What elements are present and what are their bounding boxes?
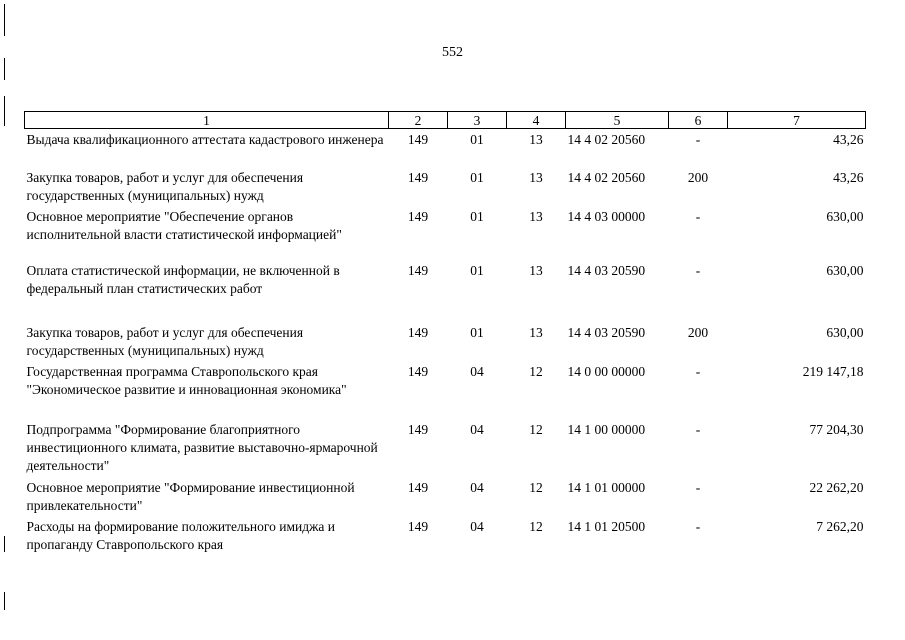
amount: 219 147,18 [802,363,864,379]
subsection-code: 13 [529,169,543,185]
item-name: Расходы на формирование положительного имиджа и пропаганду Ставропольского края [26,518,335,552]
item-name: Закупка товаров, работ и услуг для обеспечения государственных (муниципальных) нужд [26,324,304,358]
expense-type-code: - [695,208,701,224]
amount: 43,26 [833,169,864,185]
expense-type-code: 200 [687,324,709,340]
table-row [25,361,866,419]
ministry-code: 149 [407,363,429,379]
ministry-code: 149 [407,479,429,495]
item-name: Оплата статистической информации, не включенной в федеральный план статистических работ [26,262,340,296]
target-article-code: 14 4 02 20560 [567,169,646,185]
expense-type-code: - [695,363,701,379]
target-article-code: 14 4 03 20590 [567,262,646,278]
subsection-code: 13 [529,208,543,224]
expense-type-code: - [695,479,701,495]
item-name: Подпрограмма "Формирование благоприятного инвестиционного климата, развитие выставочно-ярмарочной деятельности" [26,421,378,473]
column-header: 6 [669,112,728,129]
target-article-code: 14 4 03 20590 [567,324,646,340]
subsection-code: 13 [529,262,543,278]
target-article-code: 14 4 03 00000 [567,208,646,224]
section-code: 01 [470,208,484,224]
table-row [25,129,866,167]
subsection-code: 13 [529,324,543,340]
amount: 7 262,20 [816,518,864,534]
table-row [25,516,866,555]
section-code: 04 [470,479,484,495]
ministry-code: 149 [407,132,429,147]
scan-margin-mark [4,96,5,126]
amount: 77 204,30 [809,421,864,437]
item-name: Основное мероприятие "Формирование инвестиционной привлекательности" [26,479,355,513]
column-header: 3 [448,112,507,129]
item-name: Государственная программа Ставропольского края "Экономическое развитие и инновационная экономика" [26,363,347,397]
target-article-code: 14 1 01 20500 [567,518,646,534]
column-header: 7 [728,112,866,129]
ministry-code: 149 [407,169,429,185]
ministry-code: 149 [407,208,429,224]
section-code: 01 [470,169,484,185]
amount: 43,26 [833,132,864,147]
column-header: 5 [566,112,669,129]
table-header-row [25,112,866,129]
subsection-code: 12 [529,363,543,379]
item-name: Выдача квалификационного аттестата кадастрового инженера [26,132,384,147]
target-article-code: 14 4 02 20560 [567,132,646,147]
table-row [25,477,866,516]
target-article-code: 14 1 00 00000 [567,421,646,437]
section-code: 04 [470,518,484,534]
table-row [25,419,866,477]
target-article-code: 14 1 01 00000 [567,479,646,495]
column-header: 2 [389,112,448,129]
scan-margin-mark [4,58,5,80]
section-code: 01 [470,262,484,278]
table-row [25,167,866,206]
subsection-code: 12 [529,479,543,495]
expense-type-code: - [695,421,701,437]
column-header: 4 [507,112,566,129]
item-name: Основное мероприятие "Обеспечение органов исполнительной власти статистической информацией" [26,208,342,242]
amount: 22 262,20 [809,479,864,495]
column-header: 1 [25,112,389,129]
subsection-code: 12 [529,518,543,534]
section-code: 04 [470,421,484,437]
expense-type-code: - [695,132,701,147]
expense-type-code: - [695,262,701,278]
ministry-code: 149 [407,421,429,437]
ministry-code: 149 [407,262,429,278]
scan-margin-mark [4,592,5,610]
expense-type-code: - [695,518,701,534]
section-code: 01 [470,132,484,147]
amount: 630,00 [826,208,864,224]
table-row [25,206,866,260]
subsection-code: 12 [529,421,543,437]
page-number: 552 [442,45,463,60]
ministry-code: 149 [407,324,429,340]
ministry-code: 149 [407,518,429,534]
scan-margin-mark [4,4,5,36]
section-code: 01 [470,324,484,340]
budget-table [24,111,866,555]
target-article-code: 14 0 00 00000 [567,363,646,379]
table-row [25,260,866,322]
amount: 630,00 [826,262,864,278]
subsection-code: 13 [529,132,543,147]
table-row [25,322,866,361]
section-code: 04 [470,363,484,379]
scan-margin-mark [4,536,5,552]
expense-type-code: 200 [687,169,709,185]
amount: 630,00 [826,324,864,340]
item-name: Закупка товаров, работ и услуг для обеспечения государственных (муниципальных) нужд [26,169,304,203]
